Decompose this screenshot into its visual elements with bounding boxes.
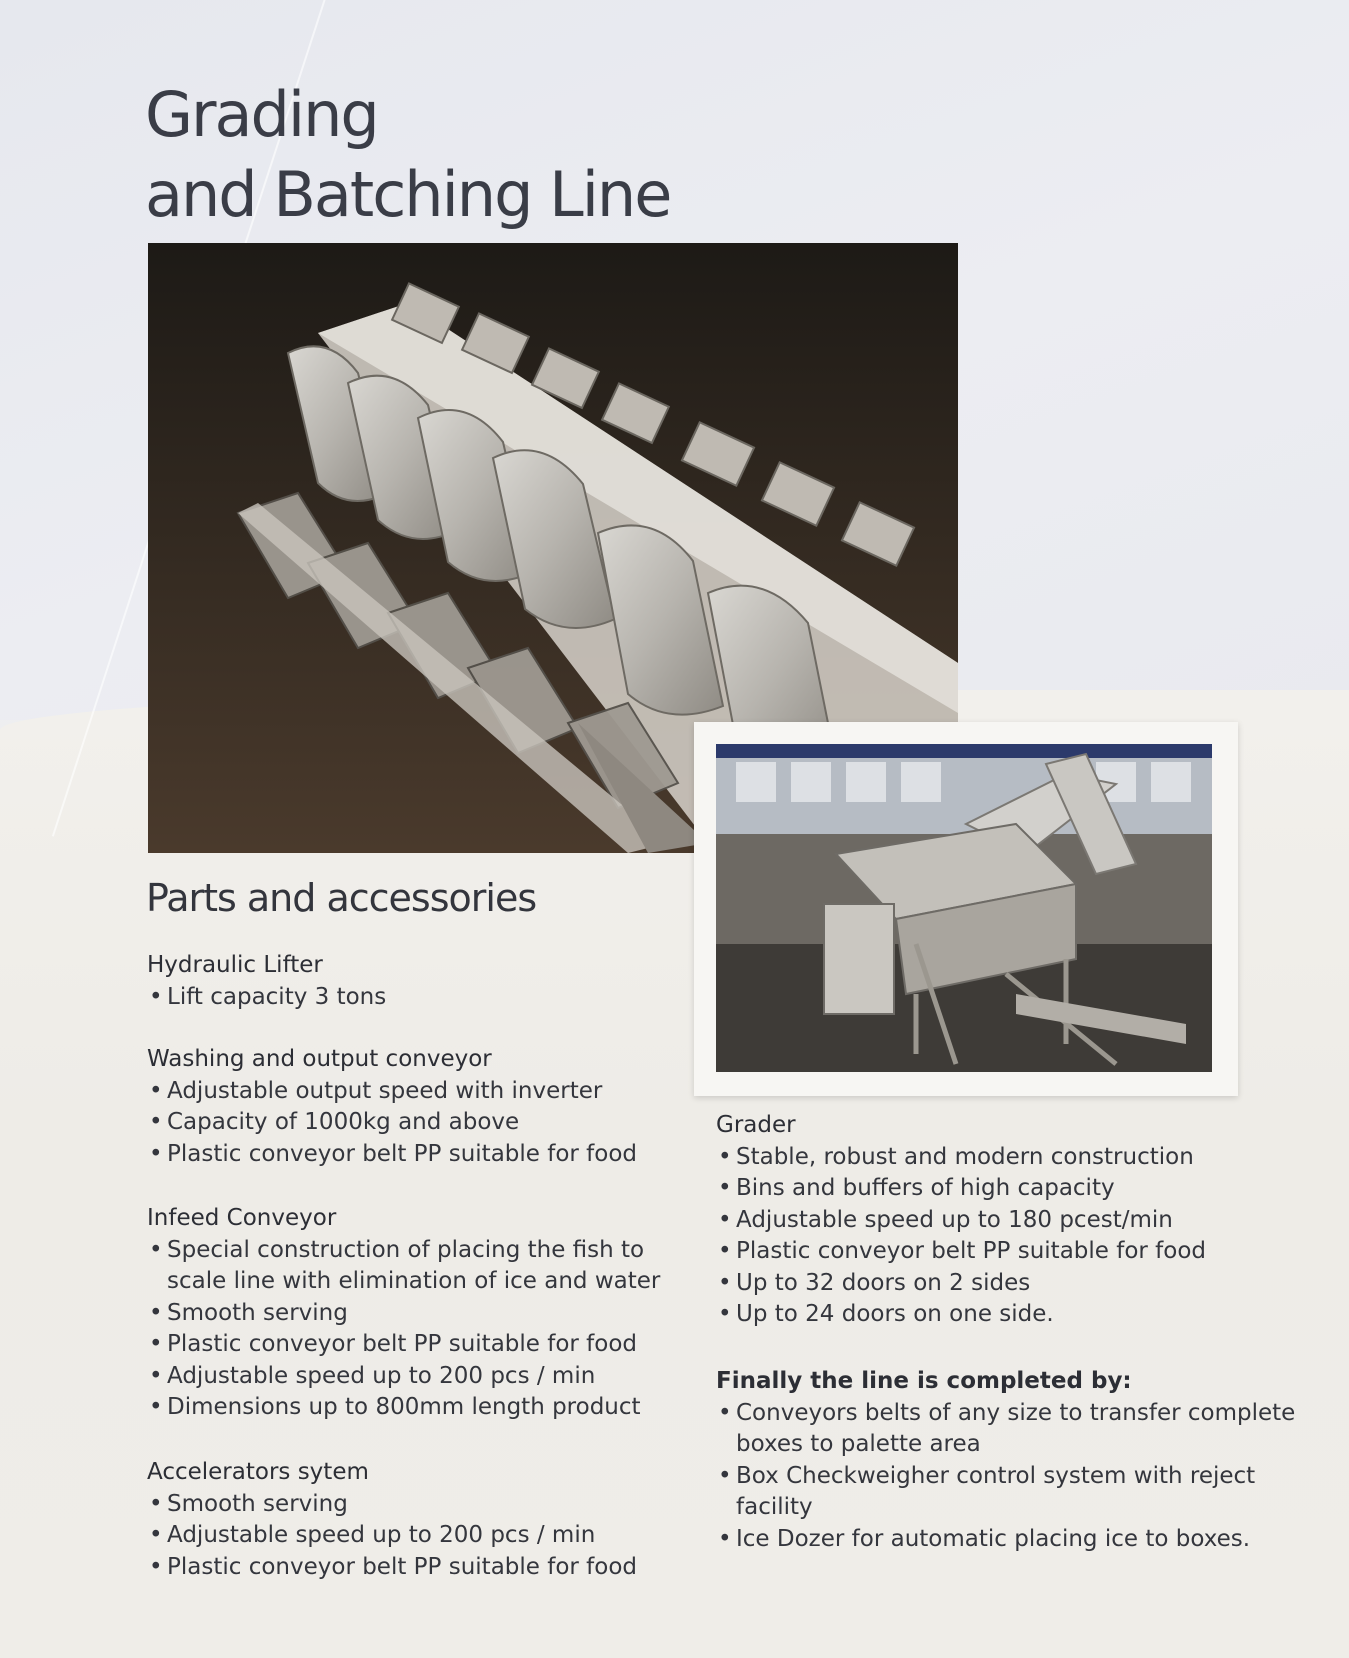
list-item: • Capacity of 1000kg and above bbox=[147, 1107, 707, 1139]
completed-title: Finally the line is completed by: bbox=[716, 1368, 1132, 1394]
list-item: • Adjustable output speed with inverter bbox=[147, 1076, 707, 1108]
list-item: • Plastic conveyor belt PP suitable for food bbox=[147, 1139, 707, 1171]
inset-photo-frame bbox=[694, 722, 1238, 1096]
washing-section bbox=[147, 1044, 707, 1170]
list-item: • Lift capacity 3 tons bbox=[147, 982, 707, 1014]
factory-line-illustration bbox=[716, 744, 1212, 1072]
parts-heading: Parts and accessories bbox=[146, 876, 537, 920]
washing-list bbox=[147, 1076, 707, 1171]
list-item: • Up to 24 doors on one side. bbox=[716, 1299, 1306, 1331]
list-item: • Plastic conveyor belt PP suitable for food bbox=[147, 1329, 707, 1361]
hydraulic-lifter-title: Hydraulic Lifter bbox=[147, 952, 323, 978]
list-item: • Smooth serving bbox=[147, 1298, 707, 1330]
page-title-line-2: and Batching Line bbox=[145, 158, 671, 231]
infeed-section bbox=[147, 1203, 707, 1424]
list-item: • Plastic conveyor belt PP suitable for food bbox=[716, 1236, 1306, 1268]
accelerators-section bbox=[147, 1457, 707, 1583]
hydraulic-lifter-list bbox=[147, 982, 707, 1014]
list-item: • Up to 32 doors on 2 sides bbox=[716, 1268, 1306, 1300]
list-item: • Dimensions up to 800mm length product bbox=[147, 1392, 707, 1424]
grader-list bbox=[716, 1142, 1306, 1331]
factory-line-photo bbox=[716, 744, 1212, 1072]
list-item: • Plastic conveyor belt PP suitable for food bbox=[147, 1552, 707, 1584]
list-item: • Bins and buffers of high capacity bbox=[716, 1173, 1306, 1205]
accelerators-list bbox=[147, 1489, 707, 1584]
page-title-line-1: Grading bbox=[145, 78, 378, 151]
accelerators-title: Accelerators sytem bbox=[147, 1459, 369, 1485]
list-item: • Conveyors belts of any size to transfer complete boxes to palette area bbox=[716, 1398, 1306, 1461]
list-item: • Stable, robust and modern construction bbox=[716, 1142, 1306, 1174]
washing-title: Washing and output conveyor bbox=[147, 1046, 492, 1072]
completed-list bbox=[716, 1398, 1306, 1556]
grader-title: Grader bbox=[716, 1112, 796, 1138]
list-item: • Box Checkweigher control system with reject facility bbox=[716, 1461, 1306, 1524]
grader-section bbox=[716, 1110, 1306, 1331]
completed-section bbox=[716, 1366, 1306, 1555]
list-item: • Smooth serving bbox=[147, 1489, 707, 1521]
infeed-title: Infeed Conveyor bbox=[147, 1205, 337, 1231]
list-item: • Ice Dozer for automatic placing ice to boxes. bbox=[716, 1524, 1306, 1556]
list-item: • Adjustable speed up to 200 pcs / min bbox=[147, 1361, 707, 1393]
hydraulic-lifter-section bbox=[147, 950, 707, 1013]
page-title bbox=[145, 75, 670, 235]
list-item: • Adjustable speed up to 180 pcest/min bbox=[716, 1205, 1306, 1237]
list-item: • Special construction of placing the fish to scale line with elimination of ice and water bbox=[147, 1235, 707, 1298]
list-item: • Adjustable speed up to 200 pcs / min bbox=[147, 1520, 707, 1552]
infeed-list bbox=[147, 1235, 707, 1424]
